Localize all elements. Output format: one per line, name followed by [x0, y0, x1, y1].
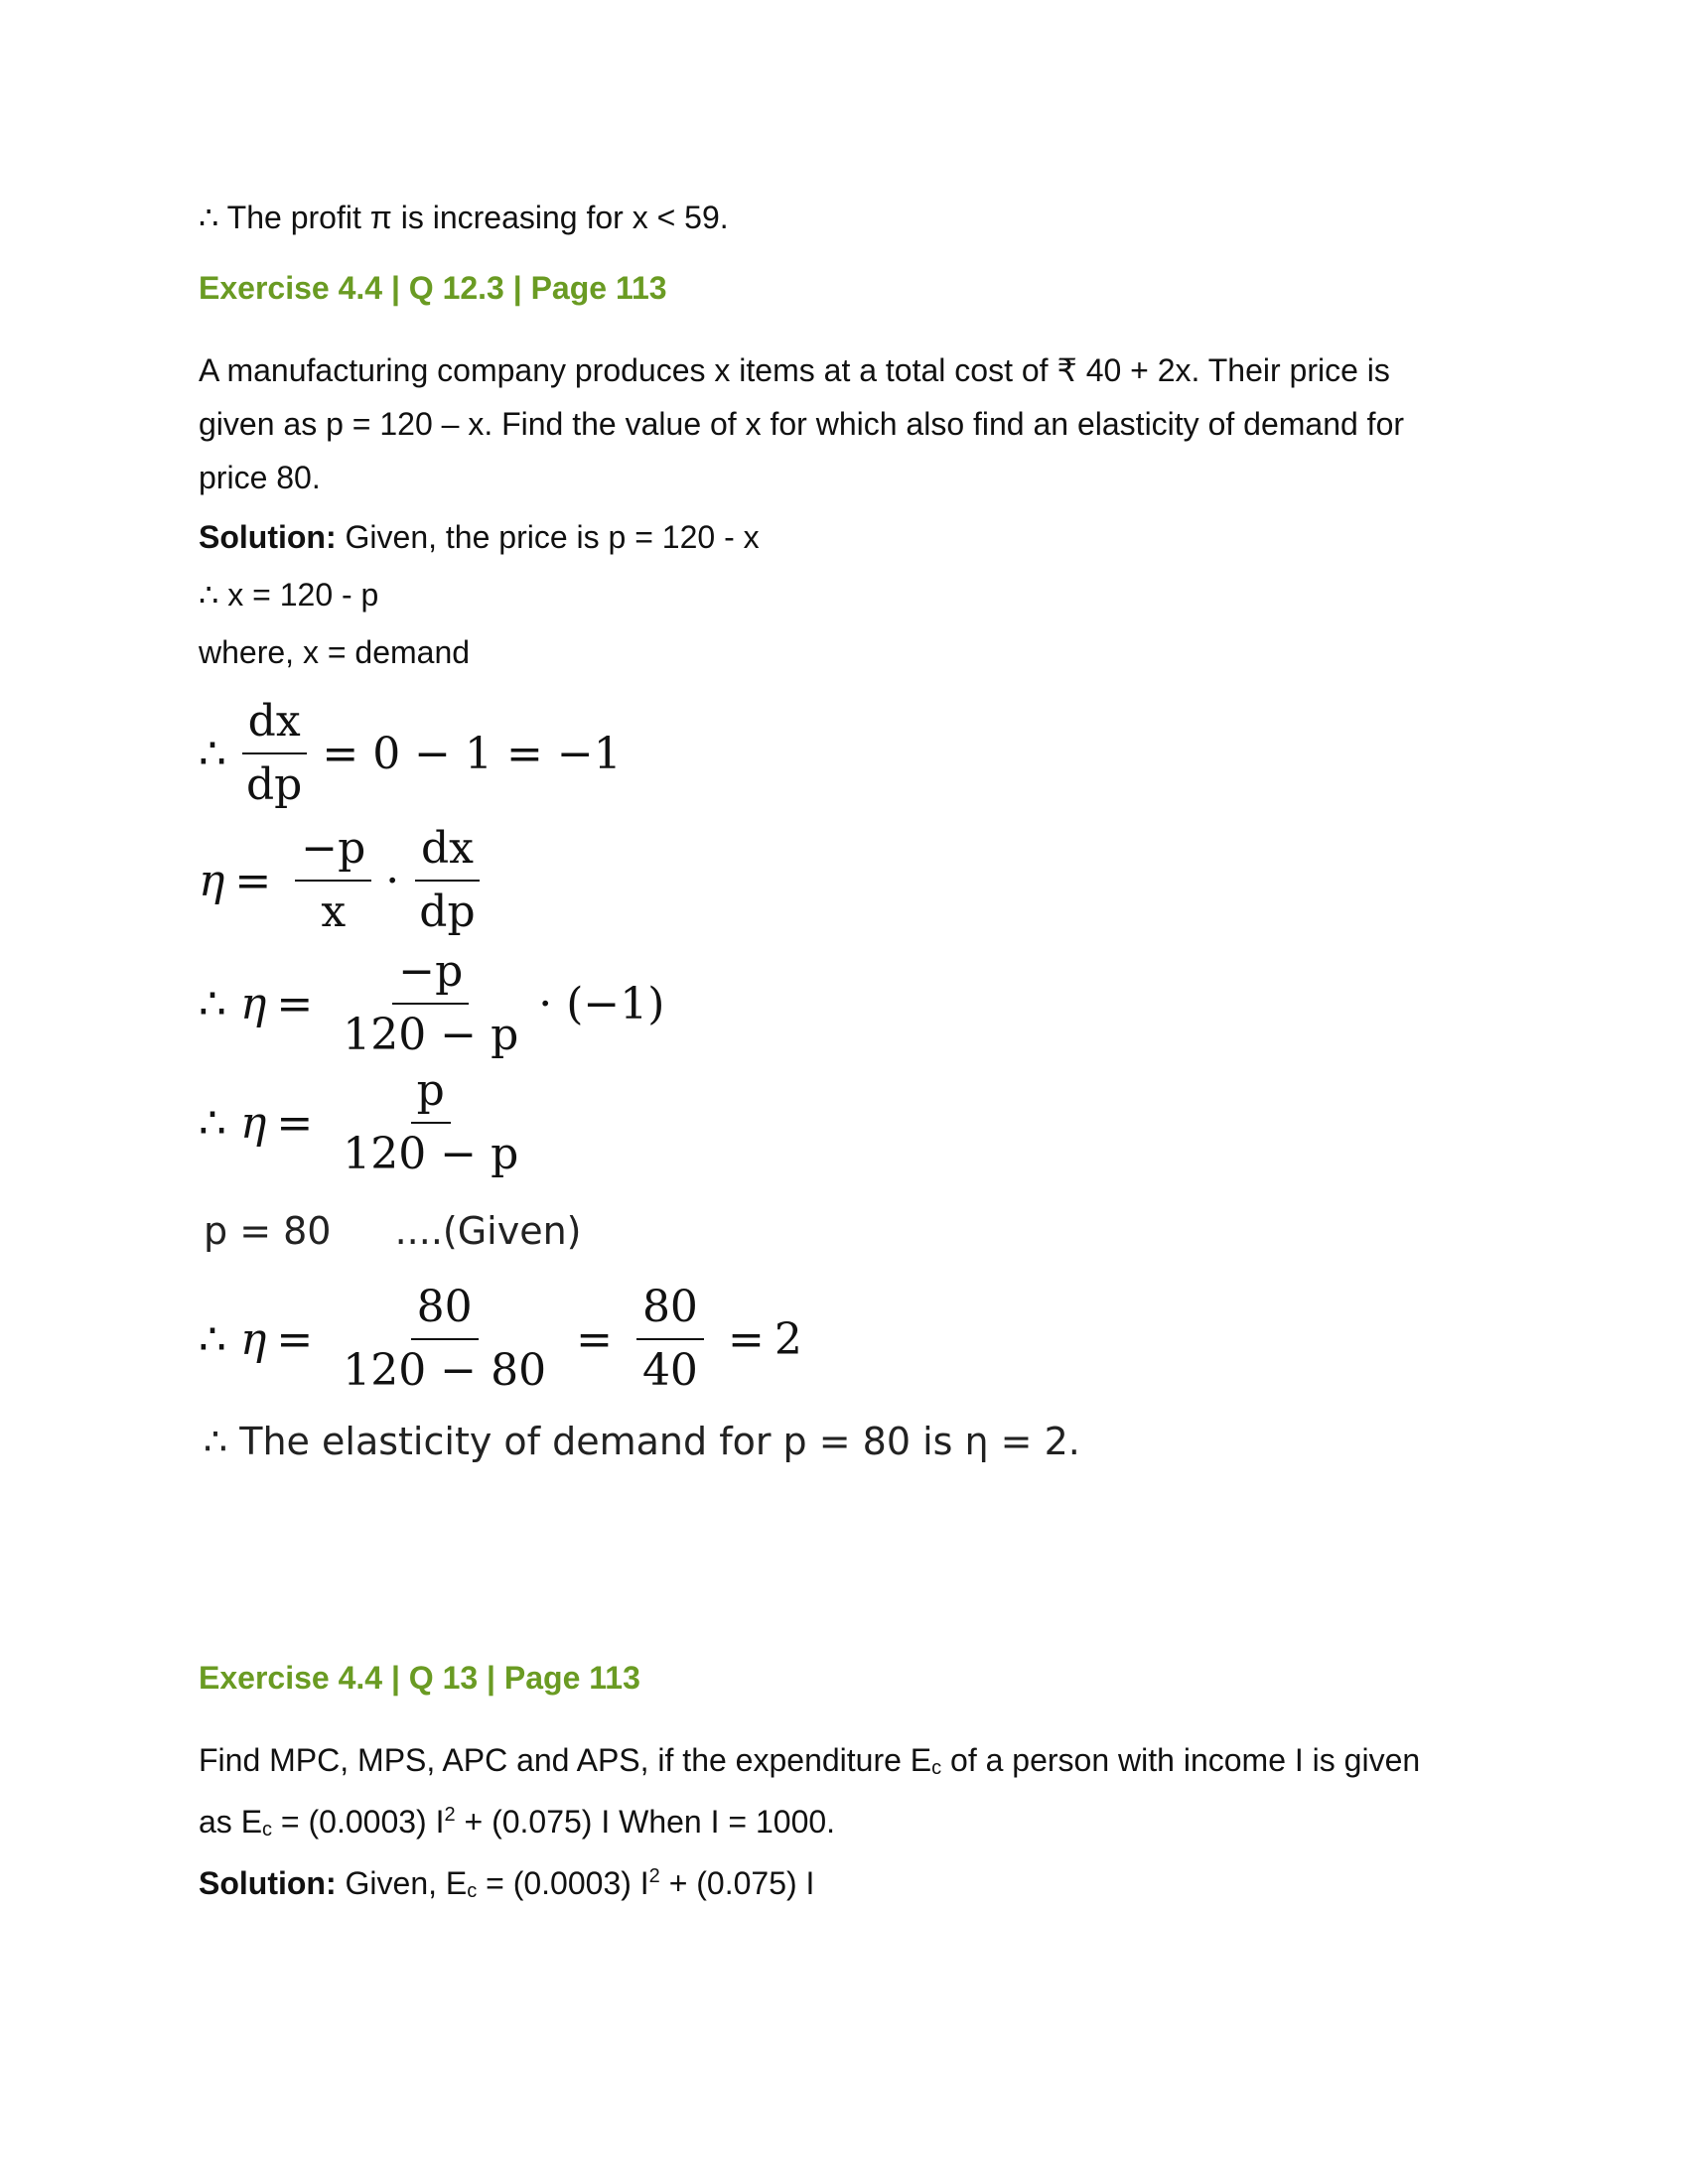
- equals: =: [276, 1097, 314, 1149]
- given-p: p = 80: [204, 1209, 332, 1253]
- numerator: 80: [636, 1281, 704, 1340]
- solution-text: = (0.0003) I: [477, 1865, 649, 1901]
- conclusion-text: ∴ The elasticity of demand for p = 80 is η = 2.: [204, 1420, 1080, 1463]
- question-line: A manufacturing company produces x items at a total cost of ₹ 40 + 2x. Their price is: [199, 352, 1390, 388]
- step-where: where, x = demand: [199, 634, 471, 670]
- fraction-dx-dp: [240, 695, 308, 812]
- exercise-heading-13: [199, 1660, 640, 1697]
- denominator: 120 − 80: [343, 1345, 547, 1396]
- superscript: 2: [648, 1865, 660, 1887]
- heading-text: Exercise 4.4 | Q 12.3 | Page 113: [199, 270, 667, 306]
- exercise-heading-12-3: [199, 270, 667, 307]
- heading-text: Exercise 4.4 | Q 13 | Page 113: [199, 1660, 640, 1696]
- therefore-symbol: ∴: [199, 1313, 226, 1365]
- eta-symbol: η: [199, 855, 225, 906]
- question-line: given as p = 120 – x. Find the value of x for which also find an elasticity of demand for: [199, 406, 1405, 442]
- elasticity-simplified: [199, 1064, 538, 1181]
- equals: =: [234, 855, 272, 906]
- derivative-rhs: = 0 − 1 = −1: [322, 728, 622, 779]
- question-line: [199, 1795, 1509, 1856]
- question-line: price 80.: [199, 460, 321, 495]
- times-minus-one: · (−1): [538, 978, 665, 1029]
- e-symbol: E: [910, 1742, 932, 1778]
- fraction-80-40: [636, 1281, 704, 1398]
- elasticity-evaluated: [199, 1281, 802, 1398]
- e-subscript: c: [467, 1880, 478, 1902]
- eta-symbol: η: [240, 1097, 267, 1149]
- solution-label: Solution:: [199, 1865, 337, 1901]
- elasticity-substituted: [199, 945, 664, 1062]
- fraction-neg-p-x: [295, 822, 371, 939]
- fraction-p-over: [337, 1064, 524, 1181]
- derivative-equation: [199, 695, 622, 812]
- profit-line-text: ∴ The profit π is increasing for x < 59.: [199, 200, 729, 235]
- numerator: dx: [242, 695, 307, 754]
- question-12-3: [199, 343, 1489, 504]
- question-text: = (0.0003) I: [272, 1804, 445, 1840]
- denominator: 120 − p: [343, 1129, 519, 1179]
- numerator: dx: [415, 822, 480, 882]
- fraction-80-over-40: [337, 1281, 552, 1398]
- solution-label: Solution:: [199, 519, 337, 555]
- e-symbol: E: [240, 1804, 263, 1840]
- given-value: [204, 1209, 582, 1253]
- therefore-symbol: ∴: [199, 728, 226, 779]
- solution-line: [199, 1856, 1509, 1918]
- dot-operator: ·: [385, 855, 400, 906]
- given-note: ....(Given): [394, 1209, 582, 1253]
- denominator: dp: [246, 759, 303, 810]
- denominator: x: [321, 887, 347, 937]
- solution-text: Given, the price is p = 120 - x: [345, 519, 760, 555]
- fraction-neg-p-over: [337, 945, 524, 1062]
- denominator: 40: [641, 1345, 698, 1396]
- elasticity-formula: [199, 822, 495, 939]
- e-subscript: c: [931, 1757, 942, 1779]
- solution-12-3: [199, 510, 760, 679]
- question-text: as: [199, 1804, 241, 1840]
- solution-text: Given,: [345, 1865, 446, 1901]
- elasticity-conclusion: [204, 1420, 1080, 1463]
- equals: =: [727, 1313, 765, 1365]
- question-text: + (0.075) I When I = 1000.: [455, 1804, 836, 1840]
- question-line: [199, 1733, 1509, 1795]
- e-subscript: c: [262, 1819, 273, 1841]
- equals: =: [276, 1313, 314, 1365]
- therefore-symbol: ∴: [199, 1097, 226, 1149]
- eta-symbol: η: [240, 1313, 267, 1365]
- question-text: Find MPC, MPS, APC and APS, if the expenditure: [199, 1742, 911, 1778]
- therefore-symbol: ∴: [199, 978, 226, 1029]
- numerator: −p: [392, 945, 469, 1005]
- e-symbol: E: [445, 1865, 468, 1901]
- denominator: dp: [419, 887, 476, 937]
- result-value: 2: [774, 1313, 802, 1365]
- eta-symbol: η: [240, 978, 267, 1029]
- solution-line: [199, 510, 760, 564]
- fraction-dx-dp-2: [413, 822, 481, 939]
- numerator: 80: [411, 1281, 479, 1340]
- question-13: [199, 1733, 1509, 1918]
- equals: =: [576, 1313, 613, 1365]
- step-x: ∴ x = 120 - p: [199, 577, 379, 613]
- question-text: of a person with income I is given: [941, 1742, 1421, 1778]
- solution-text: + (0.075) I: [659, 1865, 815, 1901]
- superscript: 2: [444, 1804, 456, 1826]
- numerator: p: [411, 1064, 451, 1124]
- denominator: 120 − p: [343, 1010, 519, 1060]
- profit-conclusion: [199, 191, 729, 244]
- equals: =: [276, 978, 314, 1029]
- numerator: −p: [295, 822, 371, 882]
